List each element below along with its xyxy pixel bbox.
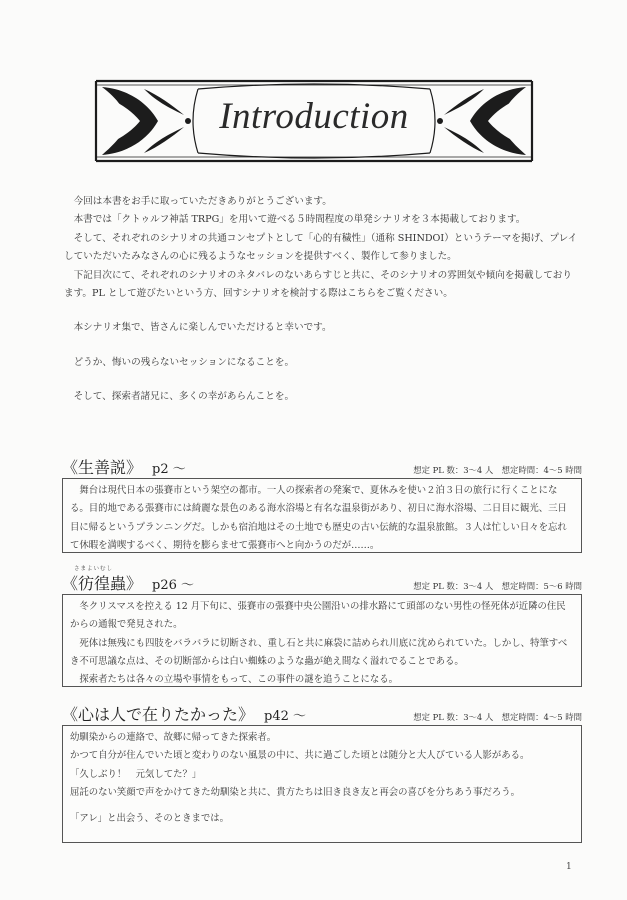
scenario-title (62, 571, 194, 594)
synopsis-line: 屈託のない笑顔で声をかけてきた幼馴染と共に、貴方たちは旧き良き友と再会の喜びを分ちあう事だろう。 (70, 786, 521, 798)
scenario-name: 《彷徨蟲》 (62, 574, 143, 593)
intro-paragraph: 下記目次にて、それぞれのシナリオのネタバレのないあらすじと共に、そのシナリオの雰囲気や傾向を掲載しております。PL として遊びたいという方、回すシナリオを検討する際はこちらをご覧ください。 (64, 269, 572, 300)
scenario-title (62, 455, 186, 478)
scenario-section (62, 566, 582, 687)
intro-paragraph: 本シナリオ集で、皆さんに楽しんでいただけると幸いです。 (73, 322, 332, 334)
synopsis-line: 舞台は現代日本の張賽市という架空の都市。一人の探索者の発案で、夏休みを使い２泊３日の旅行に行くことになる。目的地である張賽市には綺麗な景色のある海水浴場と有名な温泉街があり、初日に海水浴場、二日目に観光、三日目に帰るというプランニングだ。しかも宿泊地はその土地でも歴史の古い伝統的な温泉旅館。３人は忙しい日々を忘れて休暇を満喫するべく、期待を膨らませて張賽市へと向かうのだが……。 (70, 485, 567, 551)
scenario-meta: 想定 PL 数：3～4 人 想定時間：5～6 時間 (413, 581, 582, 591)
scenario-section (62, 703, 582, 843)
intro-paragraph: どうか、悔いの残らないセッションになることを。 (73, 356, 295, 368)
scenario-section (62, 456, 582, 553)
intro-paragraph: そして、探索者諸兄に、多くの幸があらんことを。 (73, 391, 295, 403)
scenario-page: p26 ～ (152, 578, 195, 593)
synopsis-line: 「アレ」と出会う、そのときまでは。 (70, 813, 230, 825)
page-title: Introduction (219, 96, 409, 137)
synopsis-line: 「久しぶり！ 元気してた？」 (70, 768, 202, 780)
introduction-text (64, 193, 579, 407)
scenario-header (62, 566, 582, 594)
intro-paragraph: 本書では「クトゥルフ神話 TRPG」を用いて遊べる５時間程度の単発シナリオを３本掲載しております。 (73, 214, 526, 226)
scenario-meta: 想定 PL 数：3～4 人 想定時間：4～5 時間 (413, 465, 582, 475)
scenario-meta: 想定 PL 数：3～4 人 想定時間：4～5 時間 (413, 712, 582, 722)
synopsis-line: 冬クリスマスを控える 12 月下旬に、張賽市の張賽中央公園沿いの排水路にて頭部のない男性の怪死体が近隣の住民からの通報で発見された。 (70, 601, 566, 631)
synopsis-line: 探索者たちは各々の立場や事情をもって、この事件の謎を追うことになる。 (79, 674, 398, 686)
scenario-synopsis-box (62, 594, 582, 687)
scenario-ruby: さまよいむし (74, 566, 114, 572)
scenario-title (62, 702, 306, 725)
scenario-page: p2 ～ (152, 462, 186, 477)
intro-paragraph: 今回は本書をお手に取っていただきありがとうございます。 (73, 196, 332, 207)
page-number: 1 (566, 862, 572, 872)
scenario-header (62, 456, 582, 478)
scenario-synopsis-box (62, 478, 582, 553)
scenario-synopsis-box (62, 725, 582, 843)
scenario-name: 《生善説》 (62, 458, 143, 477)
title-banner (88, 75, 540, 167)
scenario-page: p42 ～ (264, 709, 307, 724)
synopsis-line: かつて自分が住んでいた頃と変わりのない風景の中に、共に過ごした頃とは随分と大人びている人影がある。 (70, 750, 530, 762)
synopsis-line: 死体は無残にも四肢をバラバラに切断され、重し石と共に麻袋に詰められ川底に沈められていた。しかし、特筆すべき不可思議な点は、その切断部からは白い蜘蛛のような蟲が絶え間なく溢れでることである。 (70, 637, 568, 667)
synopsis-line: 幼馴染からの連絡で、故郷に帰ってきた探索者。 (70, 732, 277, 743)
scenario-header (62, 703, 582, 725)
scenario-name: 《心は人で在りたかった》 (62, 705, 255, 724)
intro-paragraph: そして、それぞれのシナリオの共通コンセプトとして「心的有穢性」（通称 SHINDOI）というテーマを掲げ、プレイしていただいたみなさんの心に残るようなセッションを提供すべく、製作して参りました。 (64, 232, 578, 263)
